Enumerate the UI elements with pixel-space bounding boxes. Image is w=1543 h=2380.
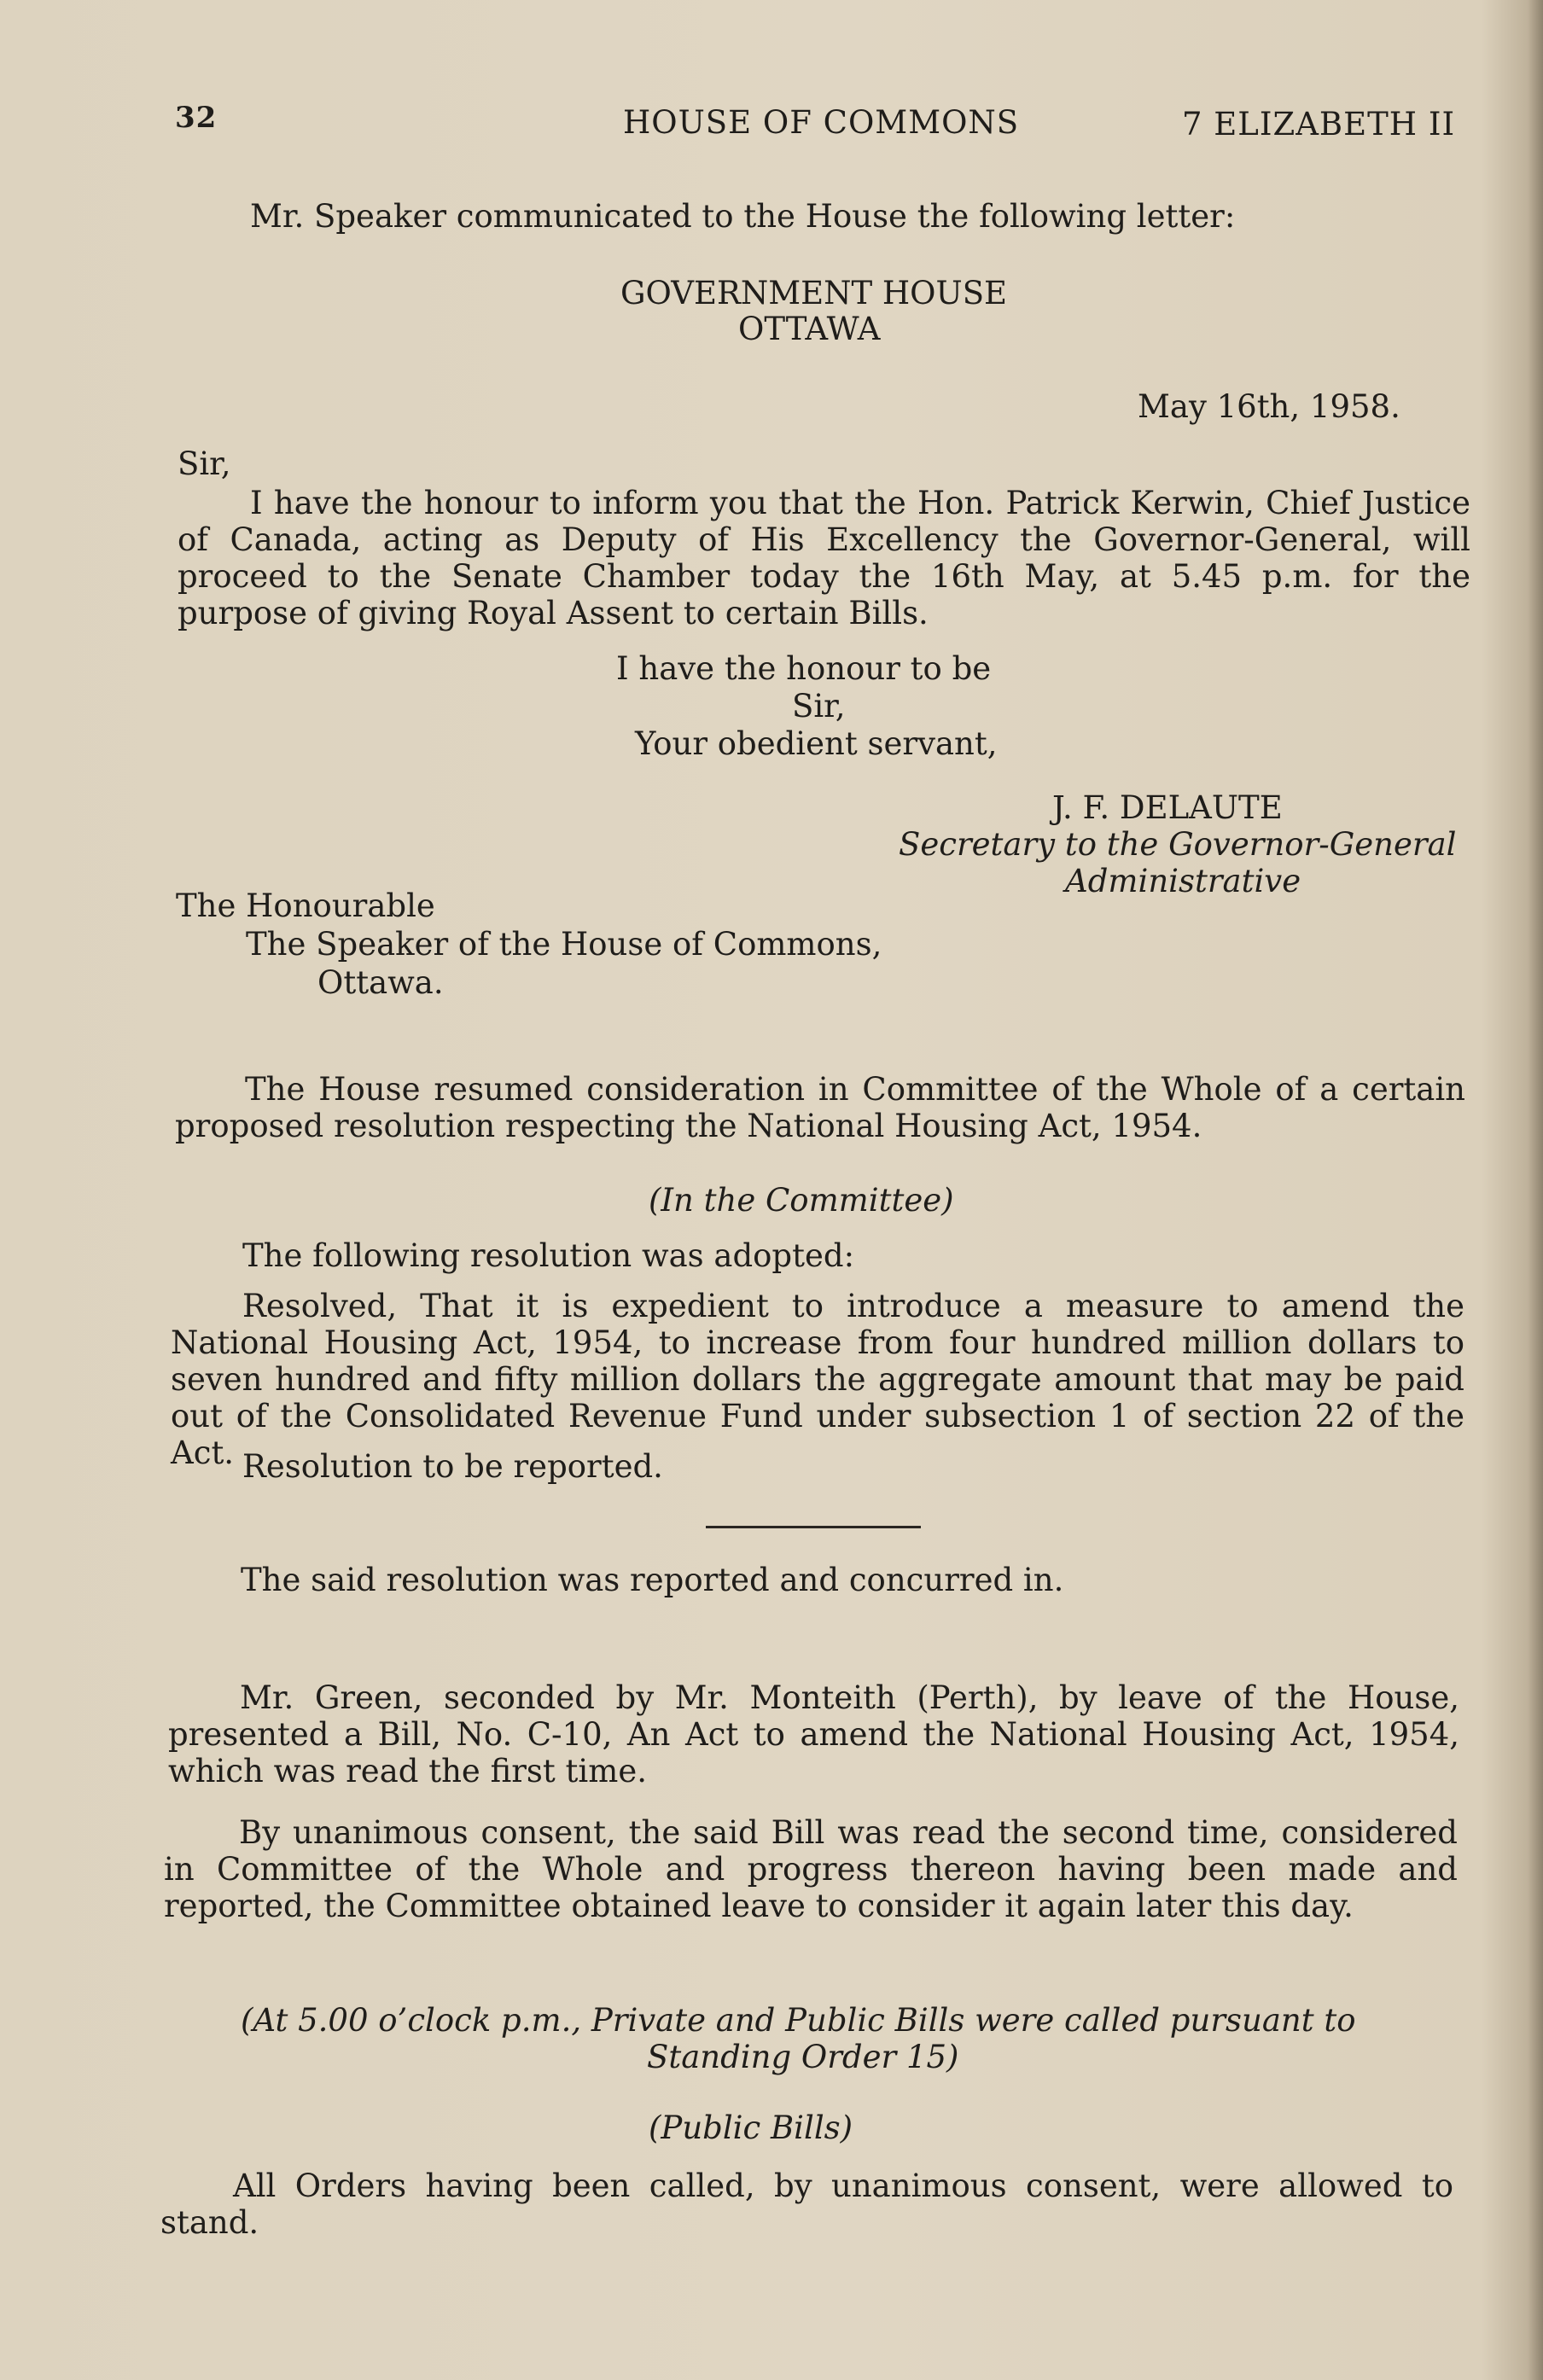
header-regnal-year: 7 ELIZABETH II [1182, 106, 1456, 143]
running-header [175, 101, 1475, 152]
letter-closing-1: I have the honour to be [616, 650, 992, 687]
letter-signatory-title-2: Administrative [1065, 863, 1301, 899]
letter-intro: Mr. Speaker communicated to the House the following letter: [250, 198, 1236, 235]
letter-address-line1: GOVERNMENT HOUSE [620, 275, 1008, 311]
paragraph-following-resolution: The following resolution was adopted: [242, 1237, 855, 1274]
letter-closing-2: Sir, [792, 688, 846, 724]
paragraph-unanimous-consent: By unanimous consent, the said Bill was read the second time, considered in Committee of the Whole and progress thereon having been made and reported, the Committee obtained leave to consider it again later this day. [164, 1814, 1458, 1924]
header-title: HOUSE OF COMMONS [623, 104, 1020, 141]
in-committee-heading: (In the Committee) [649, 1182, 954, 1219]
letter-date: May 16th, 1958. [1138, 388, 1400, 425]
public-bills-heading: (Public Bills) [649, 2109, 853, 2146]
letter-recipient-1: The Honourable [176, 887, 435, 924]
paragraph-all-orders: All Orders having been called, by unanimous consent, were allowed to stand. [160, 2168, 1453, 2241]
letter-signatory-title-1: Secretary to the Governor-General [899, 826, 1457, 863]
letter-recipient-2: The Speaker of the House of Commons, [246, 926, 882, 963]
letter-salutation: Sir, [178, 445, 231, 482]
paragraph-resolution-to-be-reported: Resolution to be reported. [242, 1448, 663, 1485]
five-oclock-note-line1: (At 5.00 o’clock p.m., Private and Public Bills were called pursuant to [241, 2002, 1356, 2039]
letter-closing-3: Your obedient servant, [635, 725, 998, 762]
letter-address-line2: OTTAWA [738, 311, 881, 347]
section-divider [706, 1526, 921, 1528]
paragraph-resolution-reported: The said resolution was reported and concurred in. [241, 1562, 1064, 1598]
letter-body: I have the honour to inform you that the Hon. Patrick Kerwin, Chief Justice of Canada, acting as Deputy of His Excellency the Governor-General, will proceed to the Senate Chamber today the 16th May, at 5.45 p.m. for the purpose of giving Royal Assent to certain Bills. [178, 485, 1470, 631]
letter-signatory: J. F. DELAUTE [1052, 789, 1283, 826]
five-oclock-note-line2: Standing Order 15) [647, 2039, 959, 2075]
paragraph-house-resumed: The House resumed consideration in Committee of the Whole of a certain proposed resolution respecting the National Housing Act, 1954. [175, 1071, 1465, 1144]
paragraph-resolved: Resolved, That it is expedient to introduce a measure to amend the National Housing Act, 1954, to increase from four hundred million dollars to seven hundred and fifty million dollars the aggregate amount that may be paid out of the Consolidated Revenue Fund under subsection 1 of section 22 of the Act. [171, 1288, 1464, 1471]
page-number: 32 [175, 101, 218, 135]
letter-recipient-3: Ottawa. [317, 964, 444, 1001]
paragraph-mr-green-bill: Mr. Green, seconded by Mr. Monteith (Perth), by leave of the House, presented a Bill, No. C-10, An Act to amend the National Housing Act, 1954, which was read the first time. [168, 1679, 1459, 1789]
